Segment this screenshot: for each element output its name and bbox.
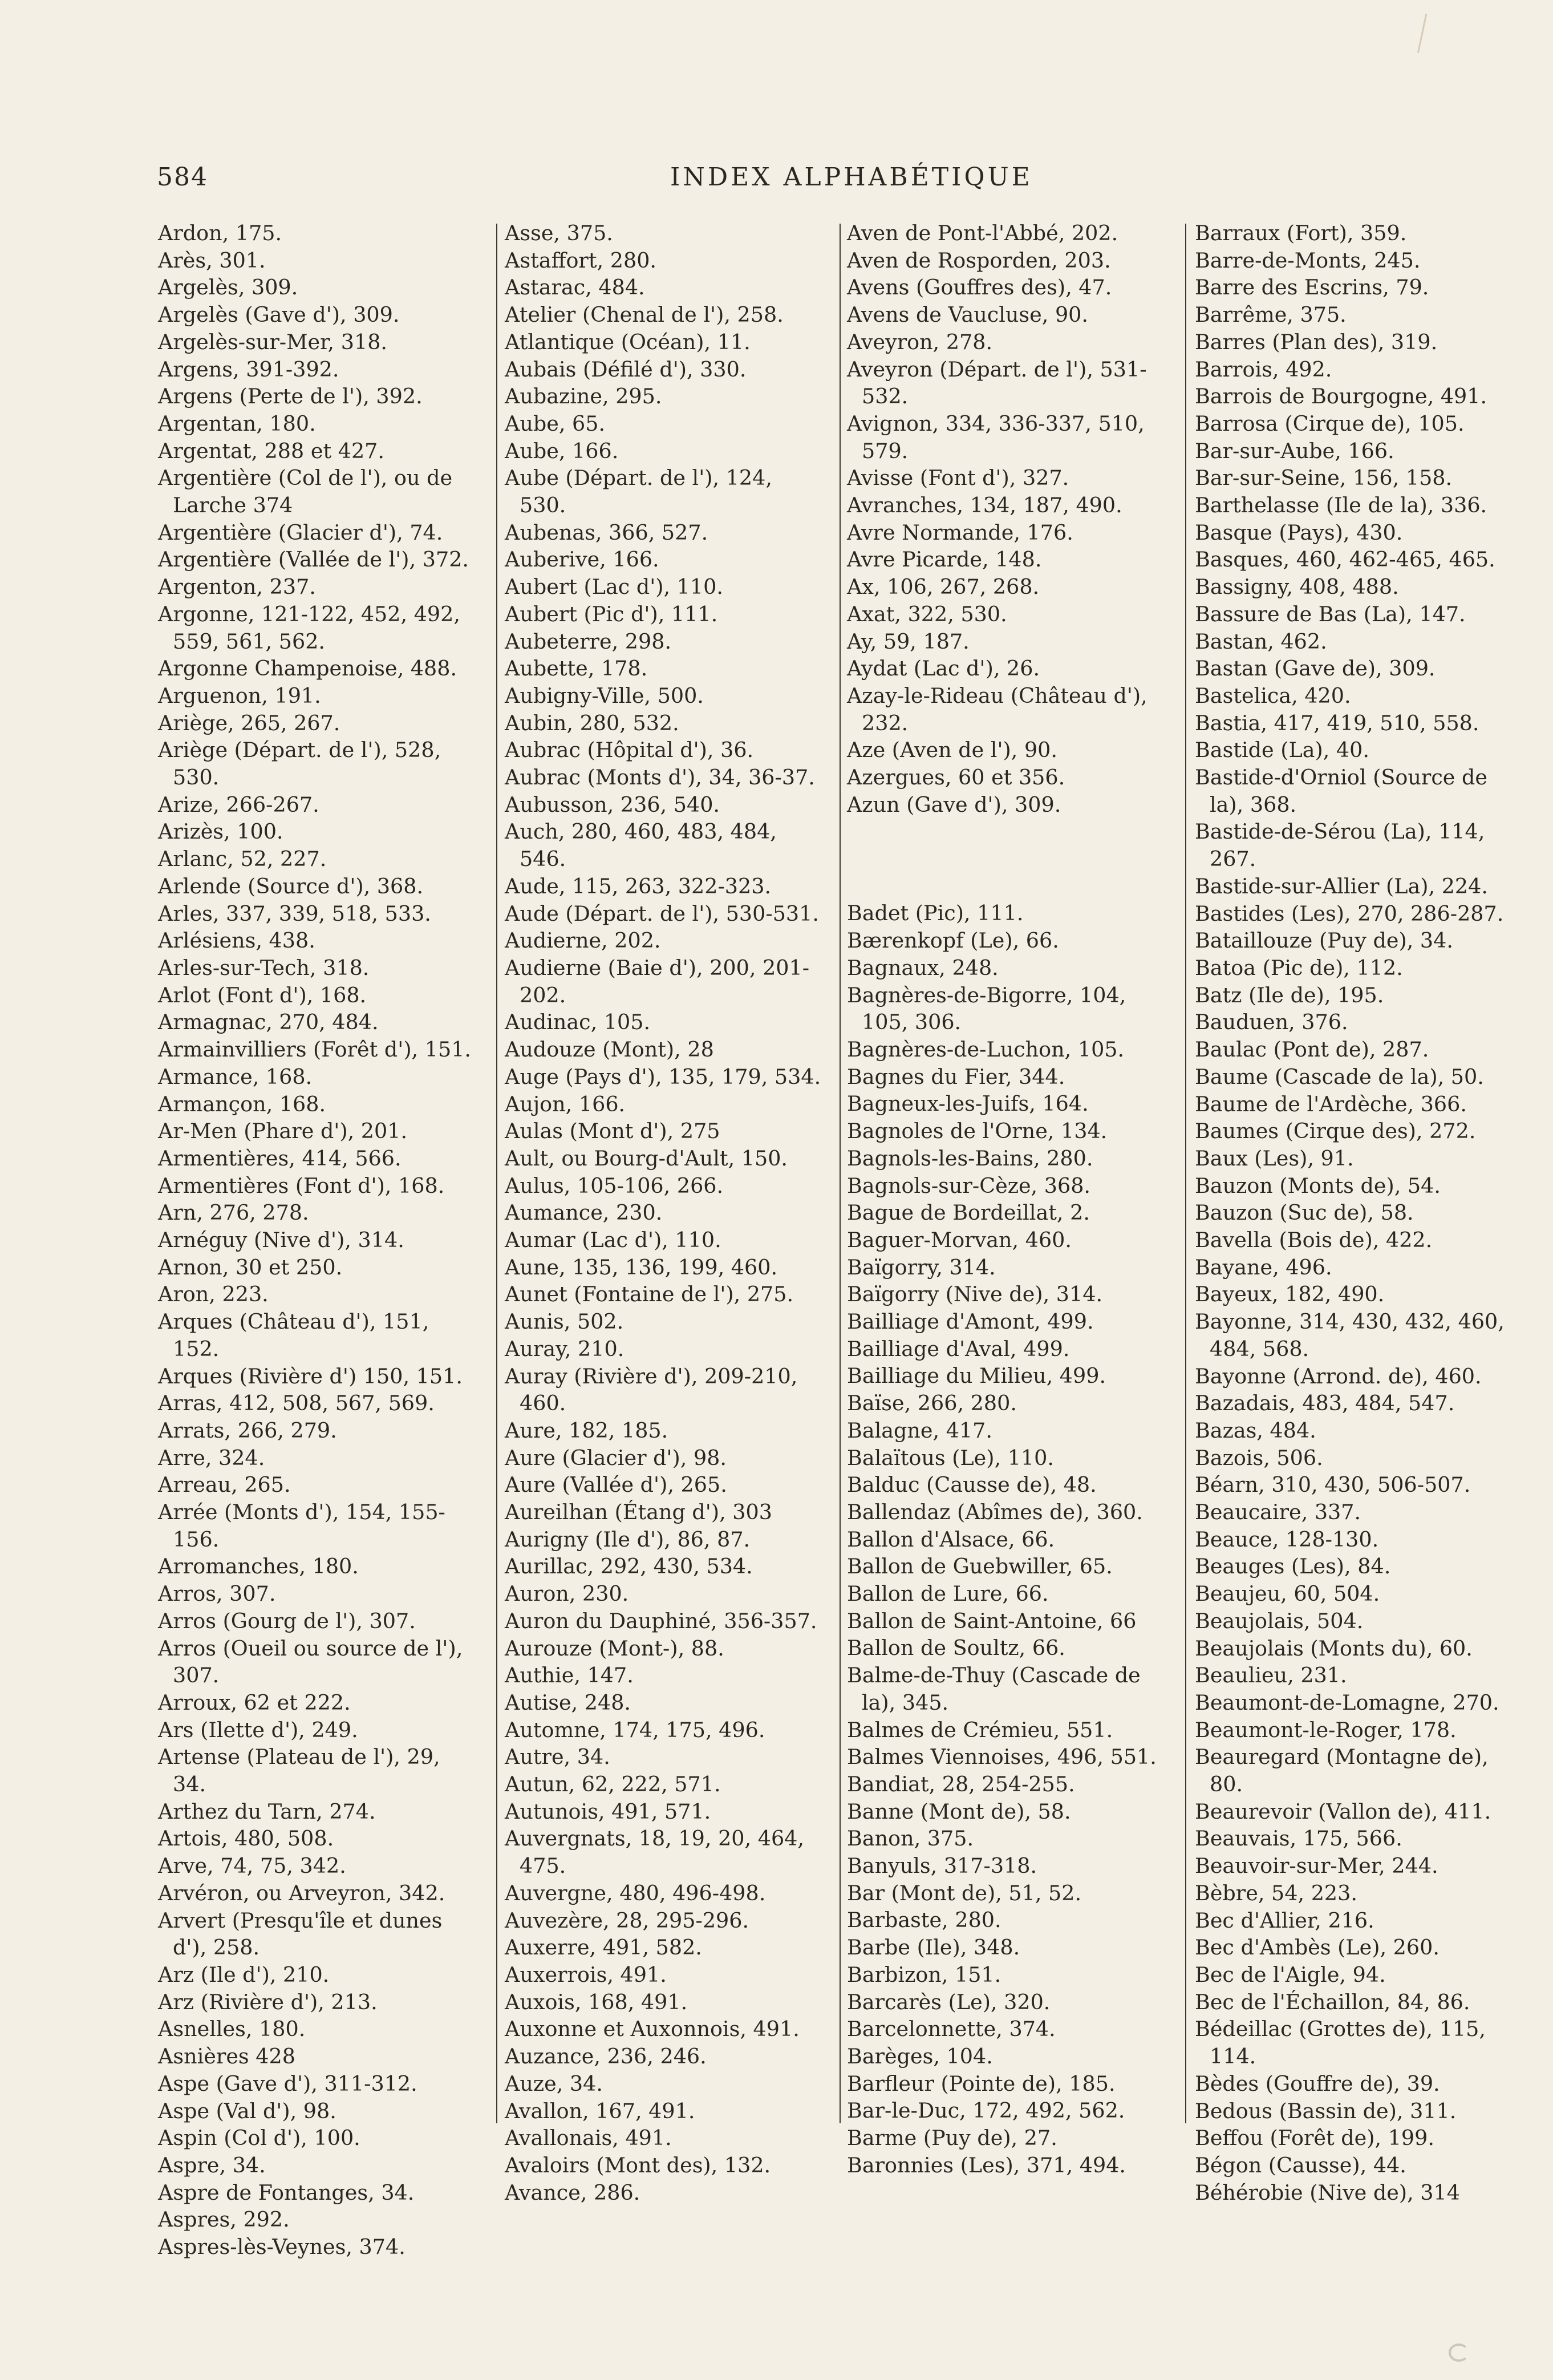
index-entry: Basques, 460, 462-465, 465. <box>1195 547 1495 572</box>
index-entry: Argelès-sur-Mer, 318. <box>158 329 388 354</box>
page-header <box>157 163 1412 197</box>
index-entry: Arles-sur-Tech, 318. <box>158 955 370 980</box>
index-entry: Aube, 65. <box>505 411 606 436</box>
index-entry: Bastide-sur-Allier (La), 224. <box>1195 873 1488 898</box>
index-entry: Avranches, 134, 187, 490. <box>847 493 1122 518</box>
index-entry: Bauzon (Suc de), 58. <box>1195 1200 1414 1225</box>
index-entry: Aveyron (Départ. de l'), 531-532. <box>847 357 1147 409</box>
index-entry: Aurigny (Ile d'), 86, 87. <box>505 1527 751 1552</box>
index-entry: Bar (Mont de), 51, 52. <box>847 1880 1082 1905</box>
index-entry: Avens (Gouffres des), 47. <box>847 275 1112 300</box>
index-entry: Ardon, 175. <box>158 221 282 245</box>
index-entry: Avallon, 167, 491. <box>505 2098 695 2123</box>
index-entry: Bayeux, 182, 490. <box>1195 1282 1385 1307</box>
index-entry: Balmes de Crémieu, 551. <box>847 1717 1113 1742</box>
index-entry: Aurillac, 292, 430, 534. <box>505 1554 753 1579</box>
index-entry: Aubazine, 295. <box>505 384 662 409</box>
index-entry: Aubrac (Monts d'), 34, 36-37. <box>505 765 815 790</box>
index-entry: Aubette, 178. <box>505 656 648 681</box>
page-number: 584 <box>157 163 208 192</box>
index-entry: Aude (Départ. de l'), 530-531. <box>505 901 819 926</box>
index-entry: Bastide (La), 40. <box>1195 738 1369 763</box>
running-title: INDEX ALPHABÉTIQUE <box>670 163 1033 192</box>
index-entry: Bastan (Gave de), 309. <box>1195 656 1436 681</box>
index-entry: Barbaste, 280. <box>847 1908 1001 1933</box>
index-entry: Arthez du Tarn, 274. <box>158 1799 376 1824</box>
index-entry: Ballon d'Alsace, 66. <box>847 1527 1055 1552</box>
index-entry: Arize, 266-267. <box>158 792 319 817</box>
index-entry: Aze (Aven de l'), 90. <box>847 738 1058 763</box>
index-entry: Barrois, 492. <box>1195 357 1332 382</box>
index-entry: Barme (Puy de), 27. <box>847 2126 1057 2151</box>
index-entry: Avens de Vaucluse, 90. <box>847 302 1088 327</box>
index-entry: Arvéron, ou Arveyron, 342. <box>158 1880 445 1905</box>
index-entry: Bayonne (Arrond. de), 460. <box>1195 1363 1482 1389</box>
index-entry: Aubert (Pic d'), 111. <box>505 601 718 626</box>
index-column-1 <box>158 220 477 2261</box>
index-entry: Ballon de Soultz, 66. <box>847 1636 1065 1661</box>
index-entry: Beaujolais, 504. <box>1195 1608 1364 1633</box>
index-entry: Bar-sur-Seine, 156, 158. <box>1195 466 1453 491</box>
index-entry: Bailliage d'Amont, 499. <box>847 1309 1094 1334</box>
index-entry: Argelès (Gave d'), 309. <box>158 302 400 327</box>
index-entry: Baïgorry (Nive de), 314. <box>847 1282 1103 1307</box>
index-entry: Avre Picarde, 148. <box>847 547 1042 572</box>
index-entry: Asnelles, 180. <box>158 2017 306 2042</box>
index-entry: Bandiat, 28, 254-255. <box>847 1771 1075 1796</box>
index-entry: Aydat (Lac d'), 26. <box>847 656 1040 681</box>
index-entry: Argentat, 288 et 427. <box>158 438 384 463</box>
index-entry: Barres (Plan des), 319. <box>1195 329 1438 354</box>
index-entry: Auvergne, 480, 496-498. <box>505 1880 766 1905</box>
index-entry: Bagnoles de l'Orne, 134. <box>847 1119 1108 1144</box>
index-entry: Auray, 210. <box>505 1336 625 1361</box>
index-column-3 <box>847 220 1166 2179</box>
index-entry: Baronnies (Les), 371, 494. <box>847 2152 1126 2177</box>
margin-mark <box>1417 14 1436 55</box>
index-entry: Barbizon, 151. <box>847 1962 1001 1987</box>
index-entry: Bagnols-sur-Cèze, 368. <box>847 1173 1091 1198</box>
index-entry: Aubenas, 366, 527. <box>505 520 708 545</box>
index-entry: Auxerrois, 491. <box>505 1962 667 1987</box>
index-entry: Auray (Rivière d'), 209-210, 460. <box>505 1363 798 1416</box>
index-entry: Beaucaire, 337. <box>1195 1500 1361 1525</box>
index-column-4 <box>1195 220 1514 2206</box>
index-entry: Aron, 223. <box>158 1282 269 1307</box>
index-entry: Batz (Ile de), 195. <box>1195 982 1384 1007</box>
index-entry: Bagnères-de-Bigorre, 104, 105, 306. <box>847 982 1126 1035</box>
index-entry: Bégon (Causse), 44. <box>1195 2152 1406 2177</box>
index-entry: Barrosa (Cirque de), 105. <box>1195 411 1465 436</box>
index-entry: Auron du Dauphiné, 356-357. <box>505 1608 817 1633</box>
index-entry: Aure (Vallée d'), 265. <box>505 1472 727 1497</box>
index-entry: Banon, 375. <box>847 1826 974 1851</box>
index-entry: Bailliage du Milieu, 499. <box>847 1363 1106 1389</box>
index-entry: Aumar (Lac d'), 110. <box>505 1228 721 1253</box>
index-entry: Aunet (Fontaine de l'), 275. <box>505 1282 794 1307</box>
index-entry: Bazadais, 483, 484, 547. <box>1195 1391 1455 1416</box>
index-entry: Beaurevoir (Vallon de), 411. <box>1195 1799 1491 1824</box>
index-entry: Arizès, 100. <box>158 819 283 844</box>
index-entry: Ballendaz (Abîmes de), 360. <box>847 1499 1143 1524</box>
margin-stain <box>1449 2343 1469 2362</box>
index-entry: Azay-le-Rideau (Château d'), 232. <box>847 683 1147 735</box>
index-entry: Ax, 106, 267, 268. <box>847 574 1040 600</box>
index-entry: Auch, 280, 460, 483, 484, 546. <box>505 819 777 872</box>
index-entry: Beauvoir-sur-Mer, 244. <box>1195 1853 1438 1879</box>
index-entry: Arlot (Font d'), 168. <box>158 982 367 1007</box>
index-entry: Barfleur (Pointe de), 185. <box>847 2071 1116 2096</box>
index-entry: Azergues, 60 et 356. <box>847 765 1065 790</box>
index-entry: Aubrac (Hôpital d'), 36. <box>505 738 754 763</box>
index-entry: Ar-Men (Phare d'), 201. <box>158 1119 408 1144</box>
index-entry: Arz (Ile d'), 210. <box>158 1962 330 1987</box>
index-entry: Aureilhan (Étang d'), 303 <box>505 1500 772 1525</box>
index-entry: Barrême, 375. <box>1195 302 1347 327</box>
index-entry: Béarn, 310, 430, 506-507. <box>1195 1472 1471 1497</box>
index-entry: Argens, 391-392. <box>158 357 339 382</box>
index-entry: Arre, 324. <box>158 1445 265 1470</box>
index-entry: Bayane, 496. <box>1195 1254 1332 1280</box>
index-entry: Audierne, 202. <box>505 928 661 953</box>
index-entry: Bec d'Ambès (Le), 260. <box>1195 1935 1440 1960</box>
index-entry: Auzance, 236, 246. <box>505 2044 707 2069</box>
index-entry: Bec d'Allier, 216. <box>1195 1908 1374 1933</box>
index-entry: Arlende (Source d'), 368. <box>158 873 424 898</box>
column-rule <box>1185 224 1186 2123</box>
index-entry: Automne, 174, 175, 496. <box>505 1717 765 1742</box>
letter-gap <box>847 818 1166 900</box>
index-entry: Arles, 337, 339, 518, 533. <box>158 901 431 926</box>
index-entry: Ariège, 265, 267. <box>158 710 340 735</box>
index-entry: Banne (Mont de), 58. <box>847 1799 1071 1824</box>
index-entry: Aubeterre, 298. <box>505 629 672 654</box>
index-entry: Beaujeu, 60, 504. <box>1195 1581 1380 1606</box>
index-entry: Avaloirs (Mont des), 132. <box>505 2152 771 2177</box>
index-entry: Bayonne, 314, 430, 432, 460, 484, 568. <box>1195 1309 1505 1361</box>
index-entry: Auvergnats, 18, 19, 20, 464, 475. <box>505 1826 804 1879</box>
index-entry: Aven de Pont-l'Abbé, 202. <box>847 221 1118 245</box>
index-entry: Auberive, 166. <box>505 547 659 572</box>
index-entry: Arrats, 266, 279. <box>158 1418 337 1443</box>
index-entry: Aspres, 292. <box>158 2207 290 2232</box>
index-entry: Bastan, 462. <box>1195 629 1327 654</box>
index-entry: Bagnols-les-Bains, 280. <box>847 1146 1093 1171</box>
index-entry: Argentan, 180. <box>158 411 316 436</box>
index-entry: Beauregard (Montagne de), 80. <box>1195 1744 1489 1797</box>
index-entry: Ay, 59, 187. <box>847 629 970 654</box>
index-entry: Bagneux-les-Juifs, 164. <box>847 1091 1089 1116</box>
index-entry: Autre, 34. <box>505 1744 610 1770</box>
index-entry: Aure, 182, 185. <box>505 1418 668 1443</box>
index-entry: Aulus, 105-106, 266. <box>505 1173 724 1198</box>
index-entry: Ballon de Guebwiller, 65. <box>847 1554 1113 1579</box>
index-entry: Bailliage d'Aval, 499. <box>847 1336 1070 1361</box>
index-entry: Ballon de Saint-Antoine, 66 <box>847 1608 1137 1633</box>
index-entry: Arques (Château d'), 151, 152. <box>158 1309 429 1361</box>
index-entry: Arvert (Presqu'île et dunes d'), 258. <box>158 1908 443 1960</box>
index-entry: Balme-de-Thuy (Cascade de la), 345. <box>847 1663 1141 1715</box>
index-entry: Arnon, 30 et 250. <box>158 1254 343 1280</box>
index-entry: Avisse (Font d'), 327. <box>847 466 1069 491</box>
index-entry: Baume (Cascade de la), 50. <box>1195 1064 1484 1089</box>
index-entry: Azun (Gave d'), 309. <box>847 792 1061 817</box>
index-entry: Baume de l'Ardèche, 366. <box>1195 1091 1467 1116</box>
index-entry: Argens (Perte de l'), 392. <box>158 384 423 409</box>
index-entry: Arques (Rivière d') 150, 151. <box>158 1363 463 1389</box>
index-entry: Aspre de Fontanges, 34. <box>158 2180 415 2205</box>
index-entry: Bazas, 484. <box>1195 1418 1316 1443</box>
index-entry: Aunis, 502. <box>505 1309 624 1334</box>
index-entry: Aspe (Val d'), 98. <box>158 2098 336 2123</box>
column-rule <box>840 224 841 2123</box>
index-entry: Auze, 34. <box>505 2071 603 2096</box>
index-entry: Avallonais, 491. <box>505 2126 672 2151</box>
index-entry: Bèbre, 54, 223. <box>1195 1880 1357 1905</box>
index-entry: Arnéguy (Nive d'), 314. <box>158 1228 404 1253</box>
index-entry: Basque (Pays), 430. <box>1195 520 1403 545</box>
index-entry: Ars (Ilette d'), 249. <box>158 1717 358 1742</box>
index-entry: Auvezère, 28, 295-296. <box>505 1908 749 1933</box>
index-entry: Atelier (Chenal de l'), 258. <box>505 302 784 327</box>
index-entry: Ballon de Lure, 66. <box>847 1581 1049 1606</box>
index-entry: Aube, 166. <box>505 438 619 463</box>
index-entry: Barre des Escrins, 79. <box>1195 275 1429 300</box>
index-entry: Bec de l'Échaillon, 84, 86. <box>1195 1989 1470 2014</box>
index-entry: Arès, 301. <box>158 248 266 273</box>
index-entry: Arz (Rivière d'), 213. <box>158 1989 378 2014</box>
index-entry: Baux (Les), 91. <box>1195 1146 1354 1171</box>
index-entry: Arlanc, 52, 227. <box>158 847 327 872</box>
index-entry: Argenton, 237. <box>158 574 316 600</box>
index-entry: Auxonne et Auxonnois, 491. <box>505 2017 800 2042</box>
index-entry: Aude, 115, 263, 322-323. <box>505 873 772 898</box>
index-entry: Barthelasse (Ile de la), 336. <box>1195 493 1487 518</box>
index-entry: Beffou (Forêt de), 199. <box>1195 2126 1434 2151</box>
index-entry: Aspres-lès-Veynes, 374. <box>158 2235 406 2260</box>
index-entry: Bærenkopf (Le), 66. <box>847 928 1059 953</box>
index-entry: Aspe (Gave d'), 311-312. <box>158 2071 417 2096</box>
index-entry: Bague de Bordeillat, 2. <box>847 1200 1090 1225</box>
column-rule <box>496 224 497 2123</box>
index-entry: Axat, 322, 530. <box>847 601 1007 626</box>
index-entry: Bauduen, 376. <box>1195 1010 1348 1035</box>
index-entry: Baïgorry, 314. <box>847 1254 996 1280</box>
index-column-2 <box>505 220 824 2206</box>
index-entry: Bazois, 506. <box>1195 1445 1323 1470</box>
index-entry: Bar-le-Duc, 172, 492, 562. <box>847 2098 1125 2123</box>
index-entry: Arromanches, 180. <box>158 1554 359 1579</box>
index-entry: Balmes Viennoises, 496, 551. <box>847 1744 1157 1770</box>
index-entry: Bavella (Bois de), 422. <box>1195 1228 1433 1253</box>
index-entry: Beauvais, 175, 566. <box>1195 1826 1402 1851</box>
index-entry: Arros, 307. <box>158 1581 276 1606</box>
index-entry: Beauce, 128-130. <box>1195 1527 1379 1552</box>
index-entry: Barèges, 104. <box>847 2044 993 2069</box>
index-entry: Bassigny, 408, 488. <box>1195 574 1399 600</box>
index-entry: Aulas (Mont d'), 275 <box>505 1119 720 1144</box>
index-entry: Autise, 248. <box>505 1690 631 1715</box>
index-entry: Armentières, 414, 566. <box>158 1146 402 1171</box>
index-entry: Argentière (Col de l'), ou de Larche 374 <box>158 466 453 518</box>
index-entry: Batoa (Pic de), 112. <box>1195 955 1403 980</box>
index-entry: Armançon, 168. <box>158 1091 326 1116</box>
index-entry: Beaujolais (Monts du), 60. <box>1195 1636 1473 1661</box>
index-entry: Bec de l'Aigle, 94. <box>1195 1962 1386 1987</box>
index-entry: Arros (Gourg de l'), 307. <box>158 1608 416 1633</box>
index-entry: Argonne Champenoise, 488. <box>158 656 457 681</box>
index-entry: Barcelonnette, 374. <box>847 2017 1056 2042</box>
index-entry: Armainvilliers (Forêt d'), 151. <box>158 1037 472 1062</box>
index-entry: Auge (Pays d'), 135, 179, 534. <box>505 1064 821 1089</box>
index-entry: Autunois, 491, 571. <box>505 1799 711 1824</box>
index-entry: Bastide-d'Orniol (Source de la), 368. <box>1195 765 1487 817</box>
index-entry: Barcarès (Le), 320. <box>847 1989 1051 2014</box>
index-entry: Baulac (Pont de), 287. <box>1195 1037 1429 1062</box>
index-entry: Arrée (Monts d'), 154, 155-156. <box>158 1500 445 1552</box>
index-entry: Aven de Rosporden, 203. <box>847 248 1111 273</box>
index-entry: Aure (Glacier d'), 98. <box>505 1445 727 1470</box>
index-entry: Béhérobie (Nive de), 314 <box>1195 2180 1460 2205</box>
index-entry: Arve, 74, 75, 342. <box>158 1853 346 1879</box>
index-entry: Arlésiens, 438. <box>158 928 315 953</box>
index-entry: Badet (Pic), 111. <box>847 901 1024 926</box>
index-entry: Aune, 135, 136, 199, 460. <box>505 1254 778 1280</box>
index-entry: Arras, 412, 508, 567, 569. <box>158 1391 435 1416</box>
index-entry: Bagnes du Fier, 344. <box>847 1064 1065 1089</box>
index-entry: Beaumont-de-Lomagne, 270. <box>1195 1690 1499 1715</box>
index-entry: Avance, 286. <box>505 2180 640 2205</box>
index-entry: Audinac, 105. <box>505 1010 651 1035</box>
index-entry: Avre Normande, 176. <box>847 520 1073 545</box>
index-entry: Aubais (Défilé d'), 330. <box>505 357 747 382</box>
index-entry: Aubigny-Ville, 500. <box>505 683 704 708</box>
index-entry: Bataillouze (Puy de), 34. <box>1195 928 1453 953</box>
index-entry: Aveyron, 278. <box>847 329 993 354</box>
index-entry: Arros (Oueil ou source de l'), 307. <box>158 1636 463 1688</box>
index-entry: Audierne (Baie d'), 200, 201-202. <box>505 955 810 1007</box>
index-entry: Auxerre, 491, 582. <box>505 1935 702 1960</box>
index-entry: Bassure de Bas (La), 147. <box>1195 601 1466 626</box>
index-entry: Beaulieu, 231. <box>1195 1663 1347 1688</box>
index-entry: Aspin (Col d'), 100. <box>158 2126 360 2151</box>
index-entry: Barraux (Fort), 359. <box>1195 221 1407 245</box>
index-entry: Astaffort, 280. <box>505 248 657 273</box>
index-entry: Bèdes (Gouffre de), 39. <box>1195 2071 1440 2096</box>
index-entry: Bagnaux, 248. <box>847 955 999 980</box>
index-entry: Argentière (Vallée de l'), 372. <box>158 547 469 572</box>
index-entry: Authie, 147. <box>505 1663 634 1688</box>
index-entry: Ault, ou Bourg-d'Ault, 150. <box>505 1146 788 1171</box>
index-entry: Baumes (Cirque des), 272. <box>1195 1119 1476 1144</box>
index-entry: Bar-sur-Aube, 166. <box>1195 438 1394 463</box>
index-entry: Baguer-Morvan, 460. <box>847 1227 1072 1252</box>
index-entry: Arguenon, 191. <box>158 683 321 708</box>
index-entry: Aube (Départ. de l'), 124, 530. <box>505 466 772 518</box>
index-entry: Aubusson, 236, 540. <box>505 792 720 817</box>
index-entry: Artois, 480, 508. <box>158 1826 334 1851</box>
index-entry: Banyuls, 317-318. <box>847 1853 1037 1879</box>
index-entry: Aubert (Lac d'), 110. <box>505 574 723 600</box>
index-entry: Bauzon (Monts de), 54. <box>1195 1173 1441 1198</box>
index-entry: Beauges (Les), 84. <box>1195 1554 1391 1579</box>
index-entry: Bastia, 417, 419, 510, 558. <box>1195 710 1479 735</box>
index-entry: Argelès, 309. <box>158 275 298 300</box>
index-entry: Arn, 276, 278. <box>158 1200 309 1225</box>
index-entry: Arroux, 62 et 222. <box>158 1690 351 1715</box>
index-entry: Aurouze (Mont-), 88. <box>505 1636 724 1661</box>
index-entry: Arreau, 265. <box>158 1472 291 1497</box>
index-entry: Armance, 168. <box>158 1064 313 1089</box>
index-entry: Bastelica, 420. <box>1195 683 1351 708</box>
index-group-av <box>847 220 1166 818</box>
index-entry: Barre-de-Monts, 245. <box>1195 248 1421 273</box>
index-entry: Ariège (Départ. de l'), 528, 530. <box>158 738 441 790</box>
index-entry: Balaïtous (Le), 110. <box>847 1445 1054 1470</box>
index-entry: Argonne, 121-122, 452, 492, 559, 561, 562. <box>158 601 460 654</box>
index-entry: Bastide-de-Sérou (La), 114, 267. <box>1195 819 1485 872</box>
index-entry: Asse, 375. <box>505 221 613 245</box>
index-entry: Autun, 62, 222, 571. <box>505 1772 721 1797</box>
index-entry: Aubin, 280, 532. <box>505 710 679 735</box>
index-entry: Audouze (Mont), 28 <box>505 1037 714 1062</box>
index-entry: Aumance, 230. <box>505 1200 663 1225</box>
index-entry: Armagnac, 270, 484. <box>158 1010 379 1035</box>
index-entry: Aspre, 34. <box>158 2152 266 2177</box>
index-entry: Armentières (Font d'), 168. <box>158 1173 445 1198</box>
index-entry: Artense (Plateau de l'), 29, 34. <box>158 1744 440 1797</box>
index-entry: Aujon, 166. <box>505 1091 626 1116</box>
index-entry: Beaumont-le-Roger, 178. <box>1195 1717 1457 1742</box>
index-entry: Auxois, 168, 491. <box>505 1989 688 2014</box>
index-entry: Auron, 230. <box>505 1581 629 1606</box>
index-entry: Astarac, 484. <box>505 275 645 300</box>
index-entry: Bastides (Les), 270, 286-287. <box>1195 901 1504 926</box>
index-entry: Avignon, 334, 336-337, 510, 579. <box>847 411 1145 463</box>
index-entry: Argentière (Glacier d'), 74. <box>158 520 443 545</box>
index-entry: Atlantique (Océan), 11. <box>505 329 751 354</box>
index-entry: Barrois de Bourgogne, 491. <box>1195 384 1487 409</box>
index-entry: Bédeillac (Grottes de), 115, 114. <box>1195 2017 1486 2069</box>
index-entry: Balduc (Causse de), 48. <box>847 1472 1097 1497</box>
index-entry: Bagnères-de-Luchon, 105. <box>847 1037 1125 1062</box>
index-entry: Baïse, 266, 280. <box>847 1391 1017 1416</box>
index-entry: Asnières 428 <box>158 2044 295 2069</box>
index-entry: Barbe (Ile), 348. <box>847 1935 1020 1960</box>
index-entry: Bedous (Bassin de), 311. <box>1195 2098 1457 2123</box>
index-group-b <box>847 900 1166 2179</box>
index-entry: Balagne, 417. <box>847 1418 992 1443</box>
